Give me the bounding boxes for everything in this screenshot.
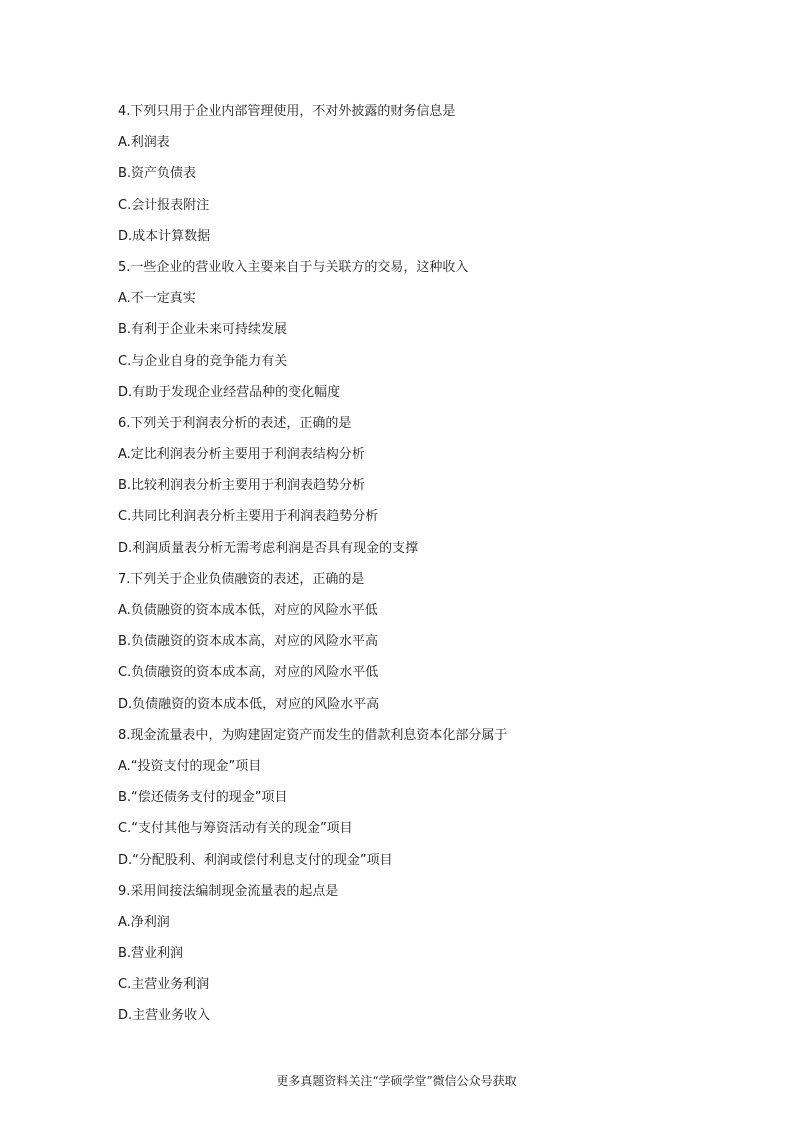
question-9 <box>118 881 718 1037</box>
option-b: B.负债融资的资本成本高，对应的风险水平高 <box>118 634 379 650</box>
question-8 <box>118 725 718 881</box>
question-stem: 8.现金流量表中，为购建固定资产而发生的借款利息资本化部分属于 <box>118 727 508 743</box>
option-d: D.利润质量表分析无需考虑利润是否具有现金的支撑 <box>118 540 419 556</box>
question-stem: 4.下列只用于企业内部管理使用，不对外披露的财务信息是 <box>118 104 456 119</box>
option-a: A.不一定真实 <box>118 291 196 307</box>
option-d: D.负债融资的资本成本低，对应的风险水平高 <box>118 696 380 712</box>
question-5 <box>118 257 718 413</box>
question-stem: 5.一些企业的营业收入主要来自于与关联方的交易，这种收入 <box>118 259 469 275</box>
option-b: B.营业利润 <box>118 946 184 962</box>
option-b: B.有利于企业未来可持续发展 <box>118 322 288 338</box>
option-b: B.资产负债表 <box>118 166 197 182</box>
option-d: D.主营业务收入 <box>118 1008 211 1024</box>
option-a: A.“投资支付的现金”项目 <box>118 758 262 774</box>
option-d: D.成本计算数据 <box>118 228 211 244</box>
option-a: A.负债融资的资本成本低，对应的风险水平低 <box>118 603 378 618</box>
option-a: A.利润表 <box>118 135 170 151</box>
question-stem: 6.下列关于利润表分析的表述，正确的是 <box>118 415 352 431</box>
question-7 <box>118 569 718 725</box>
option-a: A.定比利润表分析主要用于利润表结构分析 <box>118 447 365 463</box>
option-c: C.会计报表附注 <box>118 197 210 213</box>
option-d: D.有助于发现企业经营品种的变化幅度 <box>118 384 341 400</box>
question-list <box>118 101 718 1037</box>
option-c: C.共同比利润表分析主要用于利润表趋势分析 <box>118 509 379 525</box>
question-6 <box>118 413 718 569</box>
option-d: D.“分配股利、利润或偿付利息支付的现金”项目 <box>118 852 393 868</box>
option-c: C.主营业务利润 <box>118 977 210 993</box>
question-stem: 9.采用间接法编制现金流量表的起点是 <box>118 883 339 899</box>
option-c: C.与企业自身的竞争能力有关 <box>118 353 288 369</box>
option-c: C.“支付其他与筹资活动有关的现金”项目 <box>118 821 353 837</box>
page-footer: 更多真题资料关注“学硕学堂”微信公众号获取 <box>276 1074 517 1088</box>
option-b: B.比较利润表分析主要用于利润表趋势分析 <box>118 478 366 494</box>
question-stem: 7.下列关于企业负债融资的表述，正确的是 <box>118 571 365 587</box>
option-c: C.负债融资的资本成本高，对应的风险水平低 <box>118 665 379 681</box>
option-b: B.“偿还债务支付的现金”项目 <box>118 790 288 806</box>
option-a: A.净利润 <box>118 914 170 930</box>
question-4 <box>118 101 718 257</box>
